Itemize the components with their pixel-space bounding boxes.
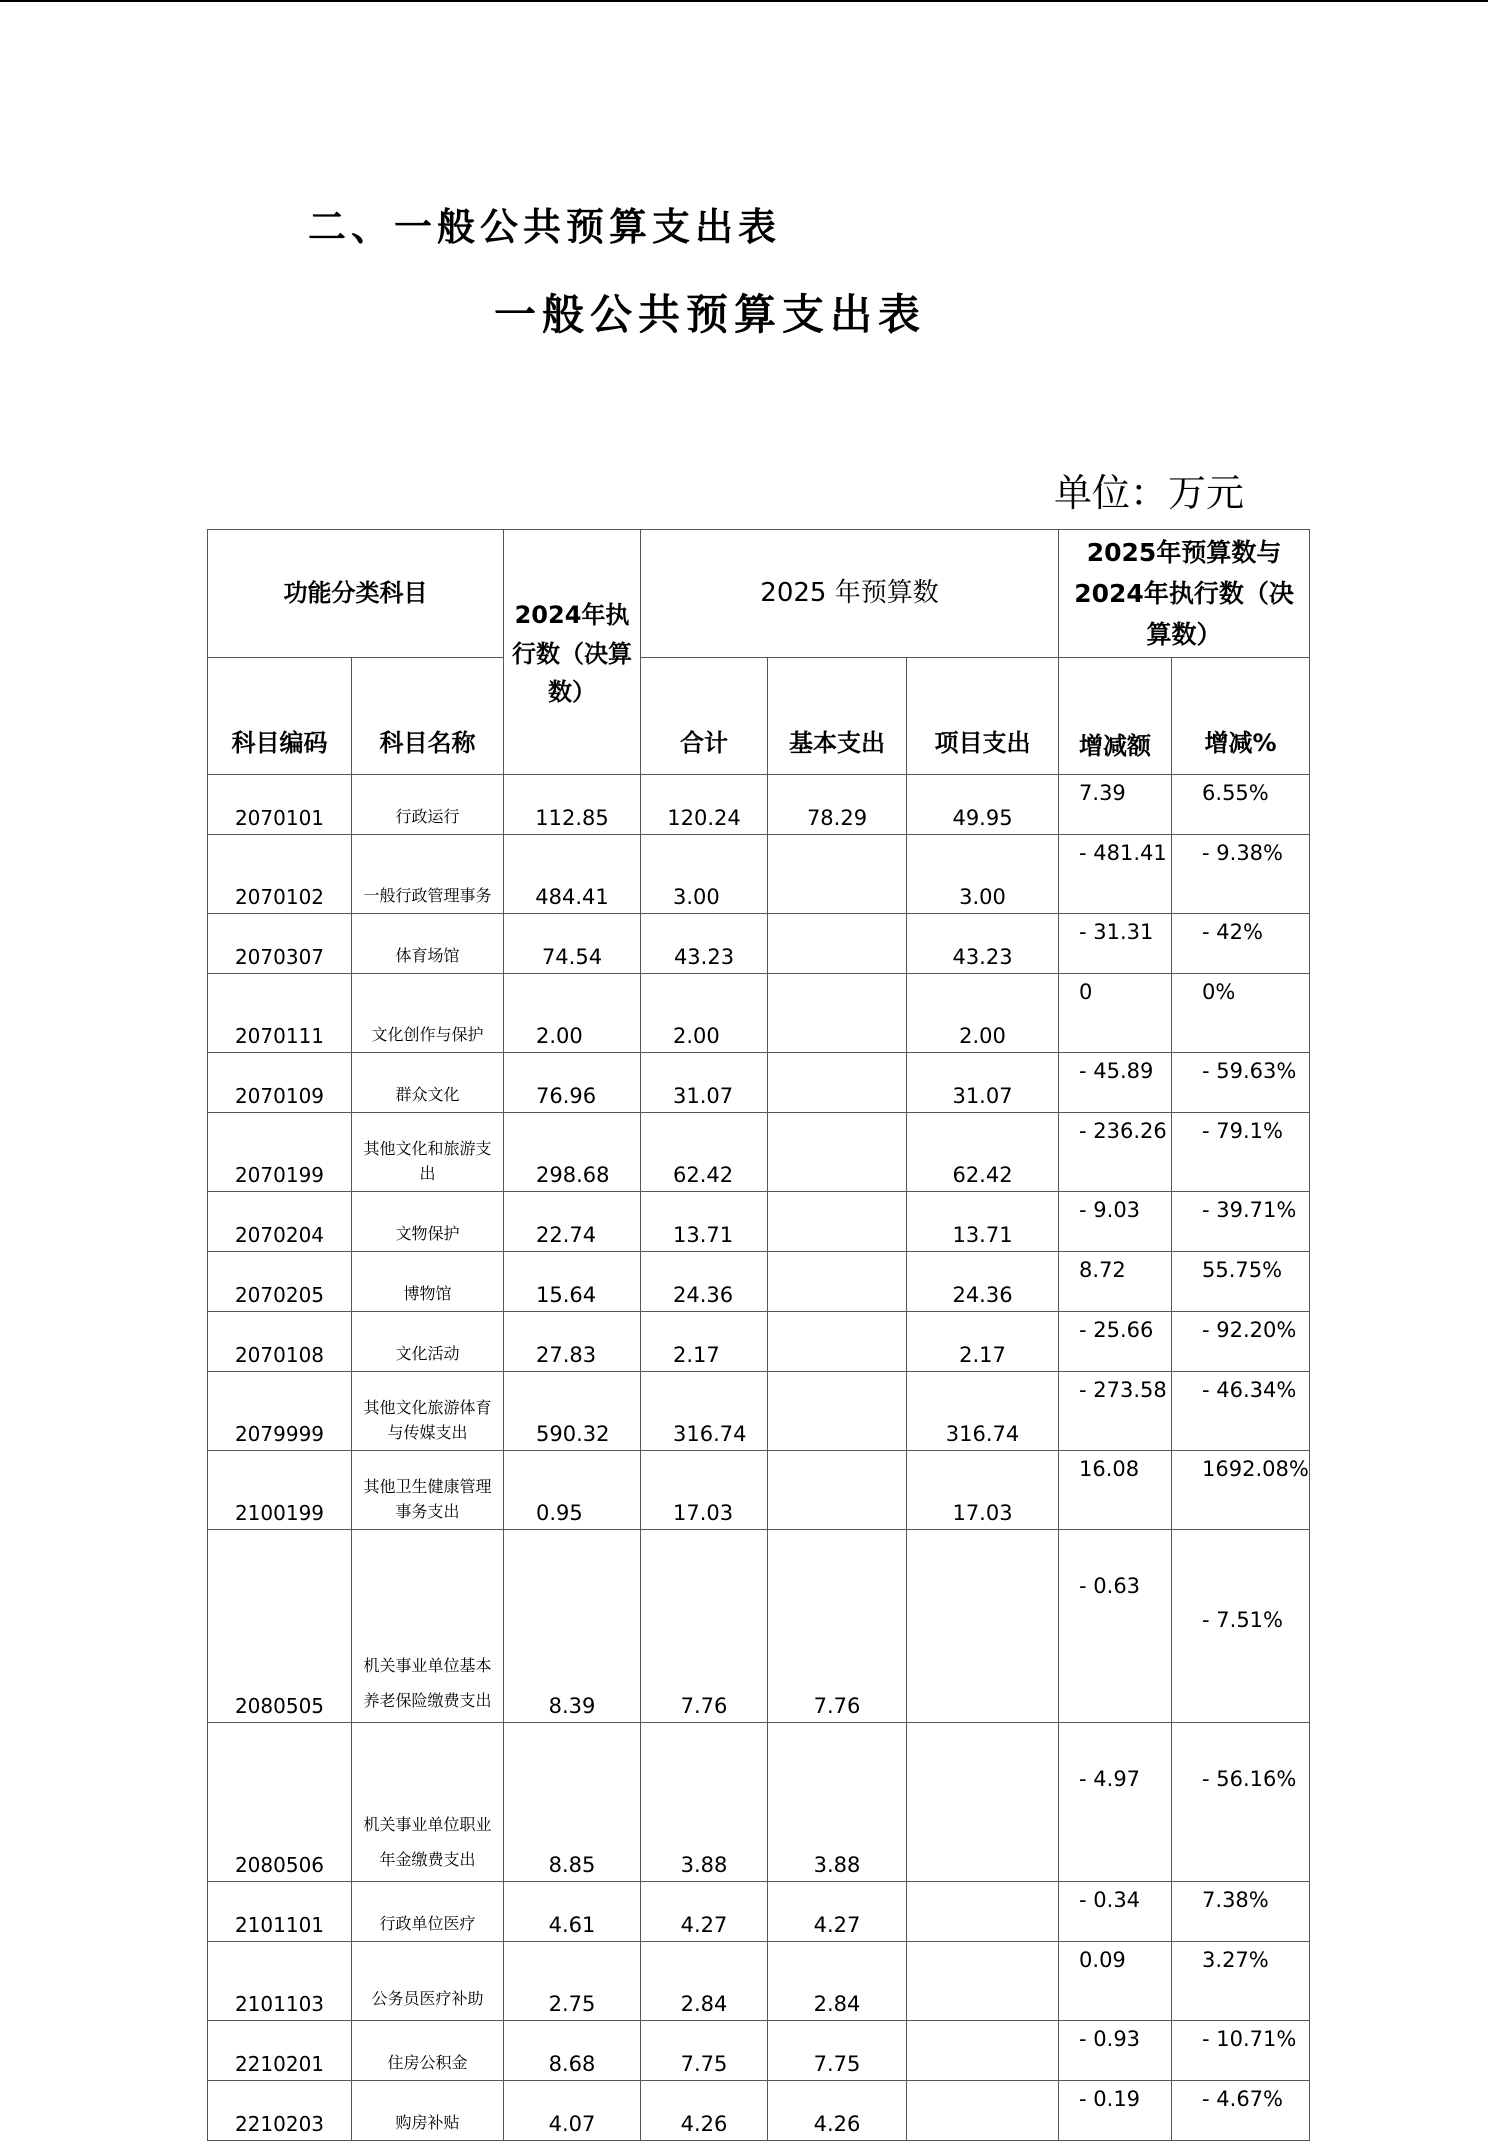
table-row [208, 1723, 1310, 1882]
cell-change-pct: 6.55% [1172, 775, 1310, 835]
cell-total: 2.84 [641, 1942, 768, 2021]
cell-code: 2210203 [208, 2081, 352, 2141]
header-compare: 2025年预算数与2024年执行数（决算数） [1059, 530, 1310, 658]
cell-basic [768, 1192, 907, 1252]
cell-project [907, 2021, 1059, 2081]
cell-code: 2070199 [208, 1113, 352, 1192]
cell-change-amount: - 273.58 [1059, 1372, 1172, 1451]
cell-name: 其他文化和旅游支出 [352, 1113, 504, 1192]
cell-name: 文化活动 [352, 1312, 504, 1372]
cell-exec-2024: 112.85 [504, 775, 641, 835]
cell-change-pct: 1692.08% [1172, 1451, 1310, 1530]
cell-project: 2.17 [907, 1312, 1059, 1372]
cell-total: 316.74 [641, 1372, 768, 1451]
cell-basic: 7.76 [768, 1530, 907, 1723]
cell-exec-2024: 8.85 [504, 1723, 641, 1882]
unit-label: 单位：万元 [1054, 471, 1245, 515]
cell-code: 2070307 [208, 914, 352, 974]
cell-name: 购房补贴 [352, 2081, 504, 2141]
cell-exec-2024: 27.83 [504, 1312, 641, 1372]
table-row [208, 1053, 1310, 1113]
cell-total: 7.75 [641, 2021, 768, 2081]
cell-name: 机关事业单位职业年金缴费支出 [352, 1723, 504, 1882]
cell-name: 行政单位医疗 [352, 1882, 504, 1942]
cell-name: 文物保护 [352, 1192, 504, 1252]
cell-change-amount: 7.39 [1059, 775, 1172, 835]
cell-exec-2024: 4.07 [504, 2081, 641, 2141]
header-category: 功能分类科目 [208, 530, 504, 658]
cell-change-pct: - 9.38% [1172, 835, 1310, 914]
cell-exec-2024: 8.68 [504, 2021, 641, 2081]
table-row [208, 1113, 1310, 1192]
cell-project: 3.00 [907, 835, 1059, 914]
cell-change-pct: - 59.63% [1172, 1053, 1310, 1113]
cell-exec-2024: 590.32 [504, 1372, 641, 1451]
cell-project: 2.00 [907, 974, 1059, 1053]
cell-code: 2070101 [208, 775, 352, 835]
cell-code: 2080505 [208, 1530, 352, 1723]
table-row [208, 2021, 1310, 2081]
cell-basic [768, 1053, 907, 1113]
table-title: 一般公共预算支出表 [494, 290, 927, 339]
cell-basic: 4.26 [768, 2081, 907, 2141]
budget-expenditure-table [207, 529, 1310, 2141]
cell-exec-2024: 298.68 [504, 1113, 641, 1192]
page-top-border [0, 0, 1488, 2]
cell-project: 31.07 [907, 1053, 1059, 1113]
cell-total: 4.27 [641, 1882, 768, 1942]
header-exec-2024: 2024年执行数（决算数） [504, 530, 641, 775]
cell-exec-2024: 0.95 [504, 1451, 641, 1530]
cell-name: 其他卫生健康管理事务支出 [352, 1451, 504, 1530]
section-heading: 二、一般公共预算支出表 [308, 205, 782, 249]
header-change-amount: 增减额 [1059, 658, 1172, 775]
cell-basic [768, 914, 907, 974]
cell-total: 13.71 [641, 1192, 768, 1252]
table-row [208, 1312, 1310, 1372]
cell-total: 2.00 [641, 974, 768, 1053]
cell-basic [768, 1113, 907, 1192]
cell-exec-2024: 15.64 [504, 1252, 641, 1312]
cell-exec-2024: 2.75 [504, 1942, 641, 2021]
cell-change-amount: - 236.26 [1059, 1113, 1172, 1192]
cell-code: 2101101 [208, 1882, 352, 1942]
cell-total: 120.24 [641, 775, 768, 835]
cell-name: 行政运行 [352, 775, 504, 835]
cell-change-amount: - 0.34 [1059, 1882, 1172, 1942]
header-basic: 基本支出 [768, 658, 907, 775]
cell-exec-2024: 76.96 [504, 1053, 641, 1113]
cell-exec-2024: 8.39 [504, 1530, 641, 1723]
table-row [208, 914, 1310, 974]
cell-code: 2210201 [208, 2021, 352, 2081]
cell-total: 62.42 [641, 1113, 768, 1192]
cell-change-amount: - 31.31 [1059, 914, 1172, 974]
cell-basic [768, 835, 907, 914]
cell-change-amount: - 45.89 [1059, 1053, 1172, 1113]
table-row [208, 835, 1310, 914]
cell-change-amount: - 0.93 [1059, 2021, 1172, 2081]
cell-change-pct: 3.27% [1172, 1942, 1310, 2021]
cell-project [907, 1942, 1059, 2021]
cell-project: 17.03 [907, 1451, 1059, 1530]
cell-code: 2070108 [208, 1312, 352, 1372]
cell-exec-2024: 4.61 [504, 1882, 641, 1942]
cell-exec-2024: 74.54 [504, 914, 641, 974]
cell-total: 4.26 [641, 2081, 768, 2141]
cell-name: 体育场馆 [352, 914, 504, 974]
cell-code: 2070111 [208, 974, 352, 1053]
cell-name: 文化创作与保护 [352, 974, 504, 1053]
cell-change-amount: 16.08 [1059, 1451, 1172, 1530]
table-row [208, 775, 1310, 835]
table-row [208, 974, 1310, 1053]
cell-basic: 4.27 [768, 1882, 907, 1942]
cell-change-pct: - 4.67% [1172, 2081, 1310, 2141]
table-row [208, 1882, 1310, 1942]
cell-basic [768, 1372, 907, 1451]
cell-name: 机关事业单位基本养老保险缴费支出 [352, 1530, 504, 1723]
cell-exec-2024: 2.00 [504, 974, 641, 1053]
cell-change-pct: 7.38% [1172, 1882, 1310, 1942]
cell-code: 2101103 [208, 1942, 352, 2021]
cell-exec-2024: 22.74 [504, 1192, 641, 1252]
cell-change-pct: - 79.1% [1172, 1113, 1310, 1192]
cell-code: 2070102 [208, 835, 352, 914]
cell-code: 2070204 [208, 1192, 352, 1252]
cell-total: 3.88 [641, 1723, 768, 1882]
cell-project: 24.36 [907, 1252, 1059, 1312]
header-change-pct: 增减% [1172, 658, 1310, 775]
cell-project [907, 1723, 1059, 1882]
cell-name: 公务员医疗补助 [352, 1942, 504, 2021]
cell-total: 43.23 [641, 914, 768, 974]
cell-basic: 3.88 [768, 1723, 907, 1882]
table-row [208, 2081, 1310, 2141]
cell-change-amount: 8.72 [1059, 1252, 1172, 1312]
cell-basic [768, 1451, 907, 1530]
cell-code: 2079999 [208, 1372, 352, 1451]
cell-change-amount: 0.09 [1059, 1942, 1172, 2021]
header-code: 科目编码 [208, 658, 352, 775]
cell-basic: 7.75 [768, 2021, 907, 2081]
table-row [208, 1372, 1310, 1451]
cell-project: 62.42 [907, 1113, 1059, 1192]
cell-change-pct: 0% [1172, 974, 1310, 1053]
cell-name: 其他文化旅游体育与传媒支出 [352, 1372, 504, 1451]
cell-code: 2070205 [208, 1252, 352, 1312]
header-name: 科目名称 [352, 658, 504, 775]
cell-project: 13.71 [907, 1192, 1059, 1252]
cell-project: 49.95 [907, 775, 1059, 835]
cell-project: 316.74 [907, 1372, 1059, 1451]
cell-change-pct: - 7.51% [1172, 1530, 1310, 1723]
cell-total: 24.36 [641, 1252, 768, 1312]
cell-total: 31.07 [641, 1053, 768, 1113]
cell-basic [768, 974, 907, 1053]
cell-code: 2080506 [208, 1723, 352, 1882]
cell-change-pct: - 56.16% [1172, 1723, 1310, 1882]
cell-project [907, 1530, 1059, 1723]
cell-change-pct: - 46.34% [1172, 1372, 1310, 1451]
cell-project [907, 2081, 1059, 2141]
cell-change-pct: - 10.71% [1172, 2021, 1310, 2081]
cell-exec-2024: 484.41 [504, 835, 641, 914]
cell-total: 2.17 [641, 1312, 768, 1372]
cell-total: 3.00 [641, 835, 768, 914]
cell-code: 2100199 [208, 1451, 352, 1530]
cell-basic: 2.84 [768, 1942, 907, 2021]
cell-total: 17.03 [641, 1451, 768, 1530]
cell-total: 7.76 [641, 1530, 768, 1723]
cell-change-amount: - 0.19 [1059, 2081, 1172, 2141]
cell-basic [768, 1312, 907, 1372]
table-row [208, 1451, 1310, 1530]
table-row [208, 1530, 1310, 1723]
cell-change-amount: - 9.03 [1059, 1192, 1172, 1252]
cell-change-amount: - 4.97 [1059, 1723, 1172, 1882]
cell-code: 2070109 [208, 1053, 352, 1113]
table-row [208, 1942, 1310, 2021]
cell-change-pct: 55.75% [1172, 1252, 1310, 1312]
cell-name: 群众文化 [352, 1053, 504, 1113]
cell-change-amount: - 25.66 [1059, 1312, 1172, 1372]
cell-project [907, 1882, 1059, 1942]
header-total: 合计 [641, 658, 768, 775]
cell-name: 住房公积金 [352, 2021, 504, 2081]
cell-change-pct: - 42% [1172, 914, 1310, 974]
cell-change-amount: 0 [1059, 974, 1172, 1053]
header-project: 项目支出 [907, 658, 1059, 775]
table-row [208, 1252, 1310, 1312]
cell-change-pct: - 39.71% [1172, 1192, 1310, 1252]
cell-change-amount: - 0.63 [1059, 1530, 1172, 1723]
cell-change-pct: - 92.20% [1172, 1312, 1310, 1372]
cell-name: 一般行政管理事务 [352, 835, 504, 914]
cell-basic: 78.29 [768, 775, 907, 835]
cell-project: 43.23 [907, 914, 1059, 974]
cell-name: 博物馆 [352, 1252, 504, 1312]
header-budget-2025: 2025 年预算数 [641, 530, 1059, 658]
cell-basic [768, 1252, 907, 1312]
table-row [208, 1192, 1310, 1252]
cell-change-amount: - 481.41 [1059, 835, 1172, 914]
